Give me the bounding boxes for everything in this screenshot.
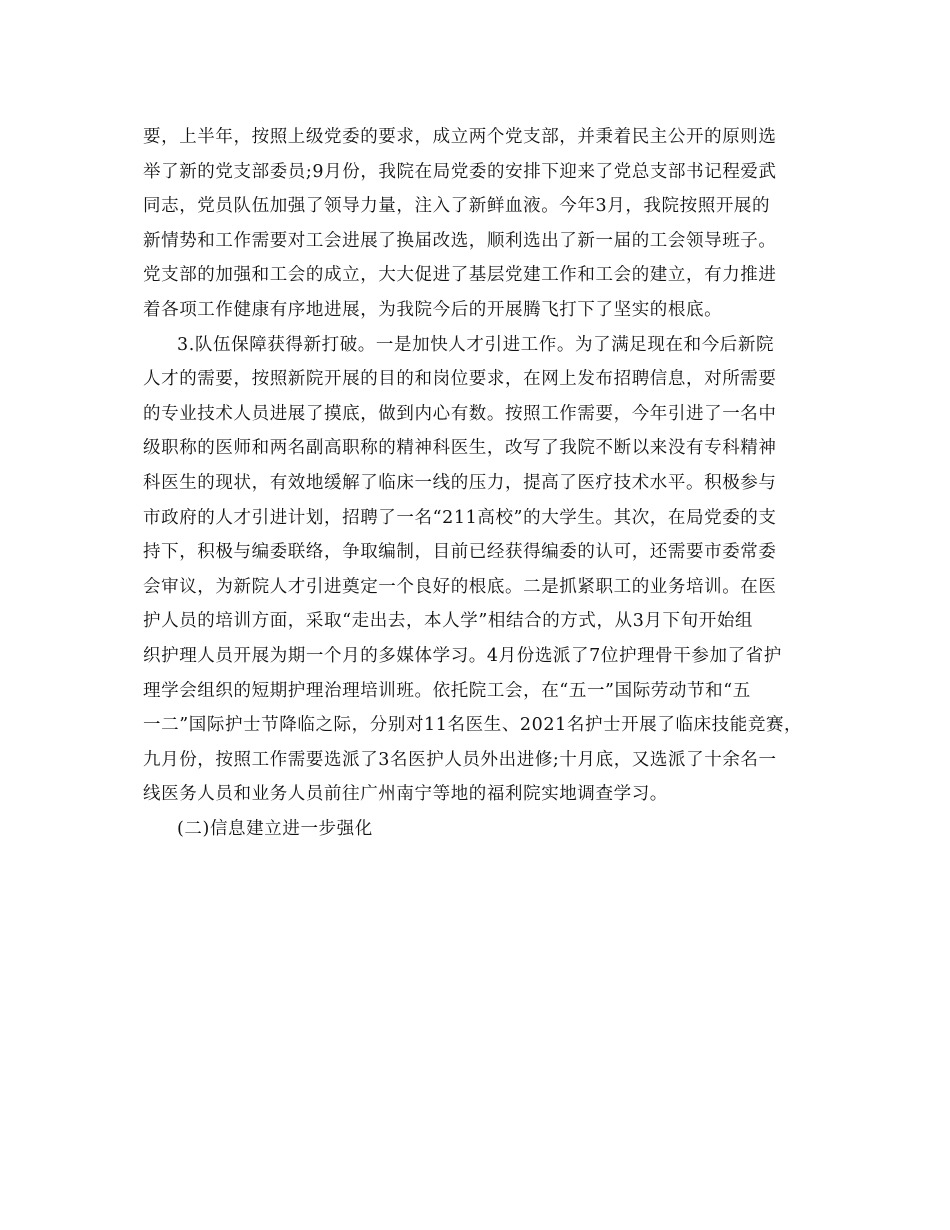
text-line: 的专业技术人员进展了摸底，做到内心有数。按照工作需要，今年引进了一名中 [143, 403, 777, 424]
text-line: 级职称的医师和两名副高职称的精神科医生，改写了我院不断以来没有专科精神 [143, 438, 777, 459]
text-line: 理学会组织的短期护理治理培训班。依托院工会，在“五一”国际劳动节和“五 [143, 680, 751, 701]
text-line: 着各项工作健康有序地进展，为我院今后的开展腾飞打下了坚实的根底。 [143, 299, 723, 320]
text-line: 线医务人员和业务人员前往广州南宁等地的福利院实地调查学习。 [143, 784, 668, 805]
text-line: 党支部的加强和工会的成立，大大促进了基层党建工作和工会的建立，有力推进 [143, 265, 777, 286]
text-line: 一二”国际护士节降临之际，分别对11名医生、2021名护士开展了临床技能竞赛， [143, 715, 803, 736]
section-heading: (二)信息建立进一步强化 [177, 818, 373, 839]
text-line: 市政府的人才引进计划，招聘了一名“211高校”的大学生。其次，在局党委的支 [143, 507, 777, 528]
text-line: 九月份，按照工作需要选派了3名医护人员外出进修;十月底，又选派了十余名一 [143, 749, 777, 770]
paragraph-start-line: 3.队伍保障获得新打破。一是加快人才引进工作。为了满足现在和今后新院 [177, 334, 775, 355]
text-line: 会审议，为新院人才引进奠定一个良好的根底。二是抓紧职工的业务培训。在医 [143, 576, 777, 597]
text-line: 持下，积极与编委联络，争取编制，目前已经获得编委的认可，还需要市委常委 [143, 542, 777, 563]
text-line: 科医生的现状，有效地缓解了临床一线的压力，提高了医疗技术水平。积极参与 [143, 472, 777, 493]
document-body [143, 120, 823, 846]
text-line: 新情势和工作需要对工会进展了换届改选，顺利选出了新一届的工会领导班子。 [143, 230, 777, 251]
text-line: 要，上半年，按照上级党委的要求，成立两个党支部，并秉着民主公开的原则选 [143, 127, 777, 147]
text-line: 织护理人员开展为期一个月的多媒体学习。4月份选派了7位护理骨干参加了省护 [143, 645, 782, 666]
text-line: 同志，党员队伍加强了领导力量，注入了新鲜血液。今年3月，我院按照开展的 [143, 196, 771, 217]
text-line: 护人员的培训方面，采取“走出去，本人学”相结合的方式，从3月下旬开始组 [143, 611, 754, 632]
text-line: 人才的需要，按照新院开展的目的和岗位要求，在网上发布招聘信息，对所需要 [143, 369, 777, 390]
text-line: 举了新的党支部委员;9月份，我院在局党委的安排下迎来了党总支部书记程爱武 [143, 161, 777, 182]
